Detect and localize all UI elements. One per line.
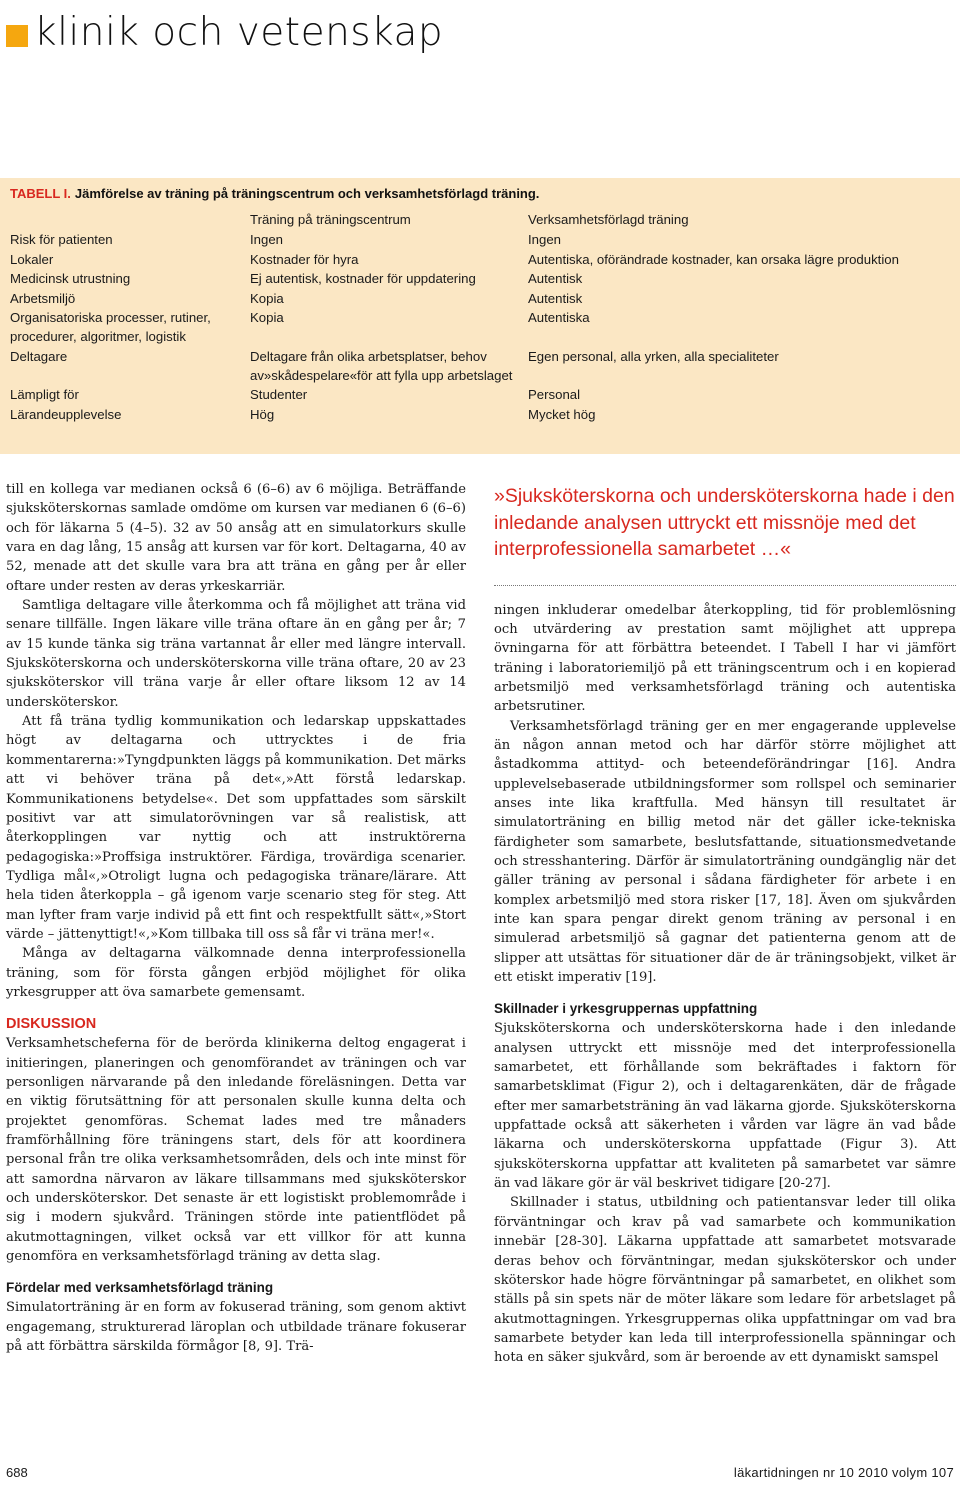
- section-heading-diskussion: DISKUSSION: [6, 1016, 97, 1033]
- table-row: [10, 289, 955, 309]
- table-cell: Hög: [250, 406, 275, 422]
- body-paragraph: Samtliga deltagare ville återkomma och få möjlighet att träna vid senare tillfälle. Ingen läkare ville träna oftare än en gång per år; 7 av 15 kunde tänka sig träna vartannat år eller med längre intervall. Sjuksköterskorna och undersköterskorna ville träna oftare, 20 av 23 sjuksköterskor vill träna varje år eller oftare liksom 12 av 14 undersköterskor.: [6, 598, 466, 710]
- table-cell: Kopia: [250, 290, 284, 306]
- table-cell: Lokaler: [10, 251, 54, 267]
- table-cell: Egen personal, alla yrken, alla specialiteter: [528, 348, 779, 364]
- table-cell: Lärandeupplevelse: [10, 406, 122, 422]
- table-cell: Organisatoriska processer, rutiner, procedurer, algoritmer, logistik: [10, 310, 211, 344]
- table-header-cell: [10, 210, 250, 230]
- table-cell: Arbetsmiljö: [10, 290, 76, 306]
- subheading-skillnader: Skillnader i yrkesgruppernas uppfattning: [494, 1001, 758, 1017]
- body-paragraph: Att få träna tydlig kommunikation och ledarskap uppskattades högt av deltagarna och uttrycktes i de fria kommentarerna:»Tyngdpunkten läggs på kommunikation. Det märks att vi behöver träna på det«,»Att förstå ledarskap. Kommunikationens betydelse«. Det som uppfattades som särskilt positivt var att simulatorövningen var så realistisk, att återkopplingen var nyttig och att instruktörerna pedagogiska:»Proffsiga instruktörer. Färdiga, trovärdiga scenarier. Tydliga mål«,»Otroligt lugna och pedagogiska tränare/lärare. Att hela tiden återkoppla – gå igenom varje scenario steg för steg. Att man lyfter fram varje individ på ett fint och respektfullt sätt«,»Stort värde – jättenyttigt!«,»Kom tillbaka till oss så får vi träna mer!«.: [6, 714, 466, 942]
- pull-quote-divider: [494, 585, 956, 586]
- table-cell: Deltagare: [10, 348, 68, 364]
- table-cell: Mycket hög: [528, 406, 596, 422]
- table-caption: [10, 186, 539, 201]
- table-row: [10, 347, 955, 386]
- table-row: [10, 269, 955, 289]
- table-cell: Kostnader för hyra: [250, 251, 359, 267]
- comparison-table: [10, 210, 955, 424]
- left-text-column: [6, 480, 466, 1356]
- table-cell: Personal: [528, 387, 581, 402]
- section-title: klinik och vetenskap: [34, 9, 444, 55]
- page-number: 688: [6, 1465, 28, 1480]
- table-cell: Medicinsk utrustning: [10, 271, 131, 286]
- table-row: [10, 405, 955, 425]
- table-label: TABELL I.: [10, 186, 71, 201]
- table-row: [10, 308, 955, 347]
- table-cell: Autentiska: [528, 310, 590, 325]
- table-row: [10, 250, 955, 270]
- body-paragraph: Verksamhetsförlagd träning ger en mer engagerande upplevelse än någon annan metod och har därför större möjlighet att åstadkomma attityd- och beteendeförändringar [16]. Andra upplevelsebaserade utbildningsformer som rollspel och seminarier anses inte lika kraftfulla. Med hänsyn till resultatet är simulatorträning en billig metod när det gäller icke-tekniska färdigheter som samarbete, beslutsfattande, situationsmedvetande och stresshantering. Därför är simulatorträning oundgänglig när det gäller träning av personal i sådana färdigheter för arbete i en komplex arbetsmiljö med stora risker [17, 18]. Även om sjukvården inte kan spara pengar direkt genom träning av personal i en simulerad arbetsmiljö så gagnar det patienterna genom att de slipper att utsättas för situationer där de är träningsobjekt, vilket är ett etiskt imperativ [19].: [494, 718, 956, 986]
- right-text-column: [494, 480, 956, 1368]
- table-row: [10, 385, 955, 405]
- table-header-row: [10, 210, 955, 230]
- body-paragraph: ningen inkluderar omedelbar återkoppling, tid för problemlösning och utvärdering av prestation samt möjlighet att upprepa övningarna för att förbättra beteendet. I Tabell I har vi jämfört träning i laboratoriemiljö på ett träningscentrum och i en kopierad arbetsmiljö med verksamhetsförlagd träning och autentiska arbetsrutiner.: [494, 602, 956, 715]
- table-caption-text: Jämförelse av träning på träningscentrum och verksamhetsförlagd träning.: [74, 186, 540, 201]
- journal-footer: läkartidningen nr 10 2010 volym 107: [733, 1465, 954, 1480]
- body-paragraph: Sjuksköterskorna och undersköterskorna hade i den inledande analysen uttryckt ett missnöje med det interprofessionella samarbetet, ett förhållande som bekräftades i faktorn för samarbetsklimat (Figur 2), och i deltagarenkäten, där de frågade efter mer samarbetsträning än vad läkarna gjorde. Sjuksköterskorna uppfattade också att säkerheten i vården var lägre än vad både läkarna och undersköterskorna uppfattade (Figur 3). Att sjuksköterskorna uppfattar att kvaliteten på samarbetet var sämre än vad läkare gör är väl beskrivet tidigare [20-27].: [494, 1021, 956, 1192]
- section-header: [6, 8, 443, 56]
- table-cell: Studenter: [250, 387, 308, 402]
- body-paragraph: Simulatorträning är en form av fokuserad träning, som genom aktivt engagemang, strukturerad läroplan och utbildade tränare fokuserar på att förbättra särskilda förmågor [8, 9]. Trä-: [6, 1300, 466, 1355]
- body-paragraph: till en kollega var medianen också 6 (6–6) av 6 möjliga. Beträffande sjuksköterskornas samlade omdöme om kursen var medianen 6 (6–6) och för läkarna 5 (4–5). 32 av 50 ansåg att en simulatorkurs skulle vara en dag lång, 15 ansåg att kursen var för kort. Deltagarna, 40 av 52, menade att det skulle vara bra att träna en gång per år eller oftare under resten av deras yrkeskarriär.: [6, 482, 467, 594]
- table-cell: Autentiska, oförändrade kostnader, kan orsaka lägre produktion: [528, 251, 899, 267]
- subheading-fordelar: Fördelar med verksamhetsförlagd träning: [6, 1280, 274, 1296]
- table-cell: Kopia: [250, 310, 284, 325]
- table-cell: Ingen: [250, 232, 284, 247]
- table-cell: Deltagare från olika arbetsplatser, behov av»skådespelare«för att fylla upp arbetslaget: [250, 348, 513, 383]
- body-paragraph: Skillnader i status, utbildning och patientansvar leder till olika förväntningar och krav på vad samarbete och kommunikation innebär [28-30]. Läkarna uppfattade att samarbetet motsvarade deras behov och förväntningar, medan sjuksköterskor och under sköterskor hade högre förväntningar på samarbetet, en olikhet som ställs på sin spets när de möter läkare som ledare för arbetslaget på akutmottagningen. Yrkesgruppernas olika uppfattningar om vad bra samarbete betyder kan leda till interprofessionella spänningar och hota en säker sjukvård, som är beroende av ett dynamiskt samspel: [494, 1195, 956, 1366]
- table-header-cell: Träning på träningscentrum: [250, 212, 411, 227]
- table-cell: Risk för patienten: [10, 232, 113, 247]
- pull-quote: »Sjuksköterskorna och undersköterskorna hade i den inledande analysen uttryckt ett missnöje med det interprofessionella samarbetet …«: [494, 485, 955, 560]
- table-row: [10, 230, 955, 250]
- table-cell: Ej autentisk, kostnader för uppdatering: [250, 271, 476, 286]
- table-cell: Autentisk: [528, 290, 583, 306]
- table-cell: Lämpligt för: [10, 387, 79, 402]
- body-paragraph: Många av deltagarna välkomnade denna interprofessionella träning, som för första gången erbjöd möjlighet för olika yrkesgrupper att öva samarbete gemensamt.: [6, 946, 466, 1000]
- table-cell: Ingen: [528, 232, 562, 247]
- section-marker-square: [6, 25, 28, 47]
- table-header-cell: Verksamhetsförlagd träning: [528, 212, 689, 227]
- body-paragraph: Verksamhetscheferna för de berörda klinikerna deltog engagerat i initieringen, planeringen och genomförandet av träningen och var personligen närvarande på den inledande föreläsningen. Detta var en viktig förutsättning för att personalen skulle kunna delta och projektet genomföras. Schemat lades med tre månaders framförhållning före träningens start, dels för att koordinera personal från tre olika verksamhetsområden, dels och inte minst för att samordna närvaron av läkare tillsammans med sjuksköterskor och undersköterskor. Det senaste är ett logistiskt problemområde i sig i modern sjukvård. Träningen störde inte patientflödet på akutmottagningen, vilket också var ett villkor för att kunna genomföra en verksamhetsförlagd träning av detta slag.: [6, 1036, 466, 1265]
- table-cell: Autentisk: [528, 271, 583, 286]
